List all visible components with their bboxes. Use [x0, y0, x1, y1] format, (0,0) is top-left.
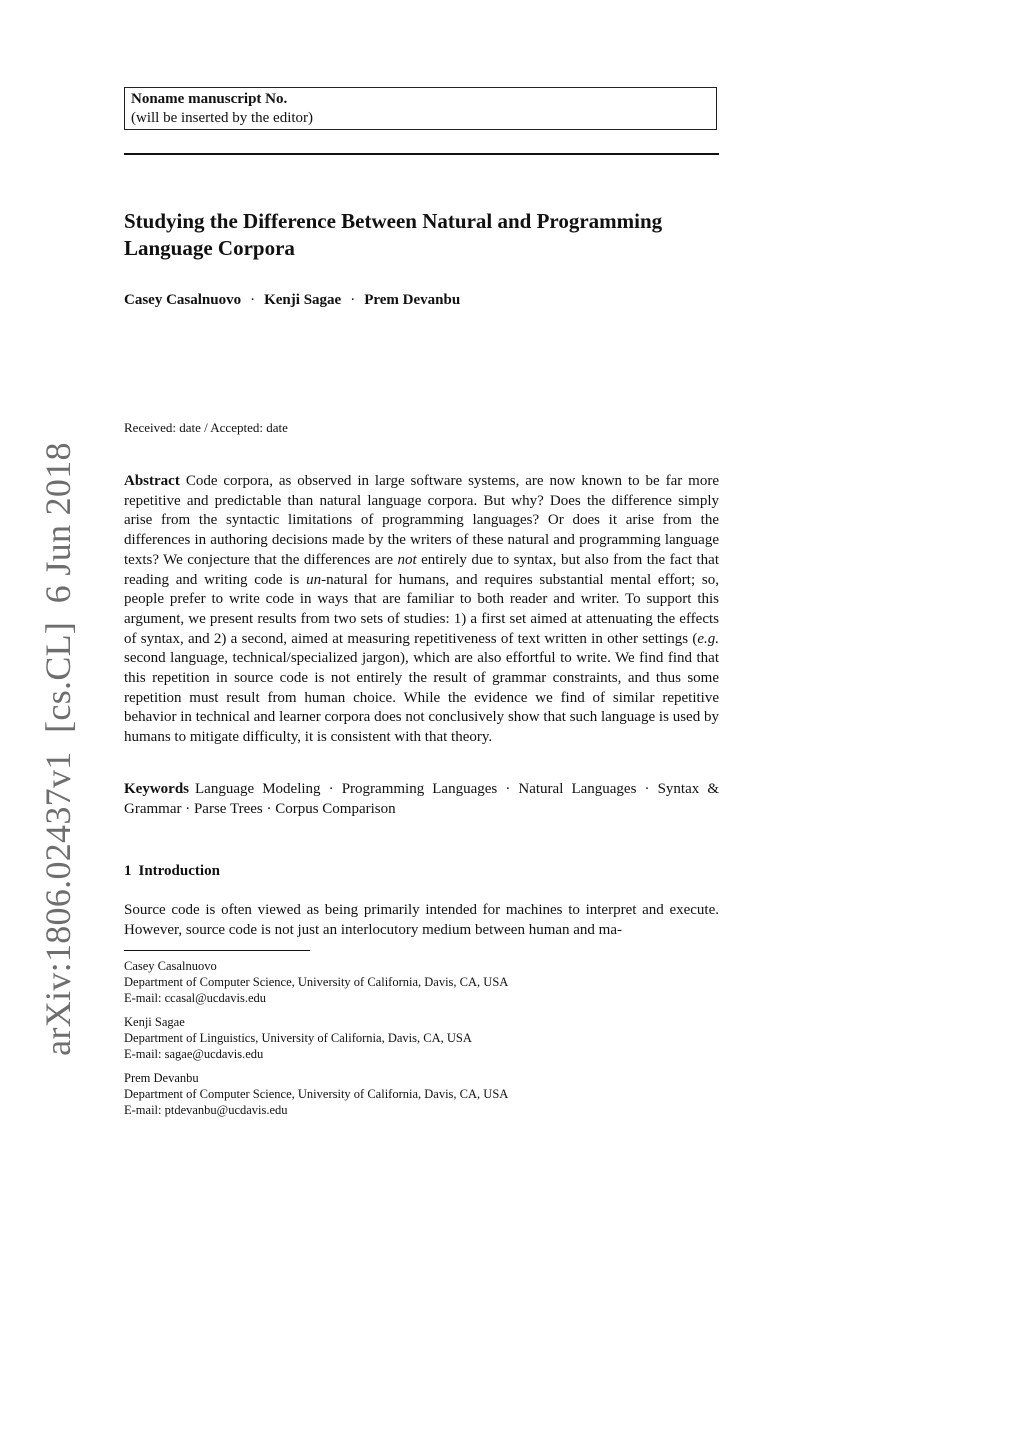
received-date: Received: date / Accepted: date: [124, 420, 288, 435]
abstract-emphasis: un: [306, 571, 322, 588]
abstract-label: Abstract: [124, 473, 180, 489]
author-list: [124, 290, 719, 310]
abstract-text: -natural for humans, and requires substantial mental effort; so, people prefer to write code in ways that are familiar to both reader and writer. To support this argument, we present results from two sets of studies: 1) a first set aimed at attenuating the effects of syntax, and 2) a second, aimed at measuring repetitiveness of text written in other settings (: [124, 571, 719, 647]
abstract: [124, 472, 719, 748]
keywords: [124, 780, 719, 819]
paper-title: Studying the Difference Between Natural and Programming Language Corpora: [124, 209, 663, 260]
author-separator: ·: [350, 292, 356, 308]
section-heading: [124, 861, 220, 881]
section-title: Introduction: [138, 863, 220, 879]
affiliation-dept: Department of Linguistics, University of California, Davis, CA, USA: [124, 1031, 472, 1045]
abstract-text: entirely due to syntax, but also from the fact that reading and writing code is: [124, 551, 719, 588]
manuscript-editor-note: (will be inserted by the editor): [131, 110, 314, 126]
keywords-text: Language Modeling · Programming Languages · Natural Languages · Syntax & Grammar · Parse Trees · Corpus Comparison: [124, 781, 719, 817]
affiliation-email: E-mail: sagae@ucdavis.edu: [124, 1047, 264, 1061]
affiliation-name: Casey Casalnuovo: [124, 959, 217, 973]
header-rule: [124, 153, 719, 155]
keywords-label: Keywords: [124, 781, 189, 797]
affiliation-block: [124, 1014, 719, 1062]
footnote-rule: [124, 950, 310, 951]
affiliation-block: [124, 958, 719, 1006]
affiliation-block: [124, 1070, 719, 1118]
author-name: Kenji Sagae: [264, 292, 342, 308]
affiliation-email: E-mail: ccasal@ucdavis.edu: [124, 991, 267, 1005]
affiliation-email: E-mail: ptdevanbu@ucdavis.edu: [124, 1103, 288, 1117]
abstract-emphasis: e.g.: [697, 630, 719, 647]
affiliation-name: Kenji Sagae: [124, 1015, 185, 1029]
section-number: 1: [124, 863, 132, 879]
affiliation-dept: Department of Computer Science, University of California, Davis, CA, USA: [124, 975, 509, 989]
affiliation-name: Prem Devanbu: [124, 1071, 199, 1085]
author-name: Casey Casalnuovo: [124, 292, 242, 308]
author-separator: ·: [250, 292, 256, 308]
author-name: Prem Devanbu: [364, 292, 461, 308]
manuscript-box: [124, 87, 717, 130]
intro-paragraph: Source code is often viewed as being primarily intended for machines to interpret and execute. However, source code is not just an interlocutory medium between human and ma-: [124, 902, 719, 938]
abstract-emphasis: not: [397, 551, 417, 568]
affiliation-dept: Department of Computer Science, University of California, Davis, CA, USA: [124, 1087, 509, 1101]
manuscript-number-label: Noname manuscript No.: [131, 91, 288, 107]
arxiv-stamp: arXiv:1806.02437v1 [cs.CL] 6 Jun 2018: [38, 442, 78, 1056]
abstract-text: second language, technical/specialized jargon), which are also effortful to write. We find find that this repetition in source code is not entirely the result of grammar constraints, and thus some repetition must result from human choice. While the evidence we find of similar repetitive behavior in technical and learner corpora does not conclusively show that such language is used by humans to mitigate difficulty, it is consistent with that theory.: [124, 650, 719, 746]
abstract-text: Code corpora, as observed in large software systems, are now known to be far more repetitive and predictable than natural language corpora. But why? Does the difference simply arise from the syntactic limitations of programming languages? Or does it arise from the differences in authoring decisions made by the writers of these natural and programming language texts? We conjecture that the differences are: [124, 473, 719, 568]
